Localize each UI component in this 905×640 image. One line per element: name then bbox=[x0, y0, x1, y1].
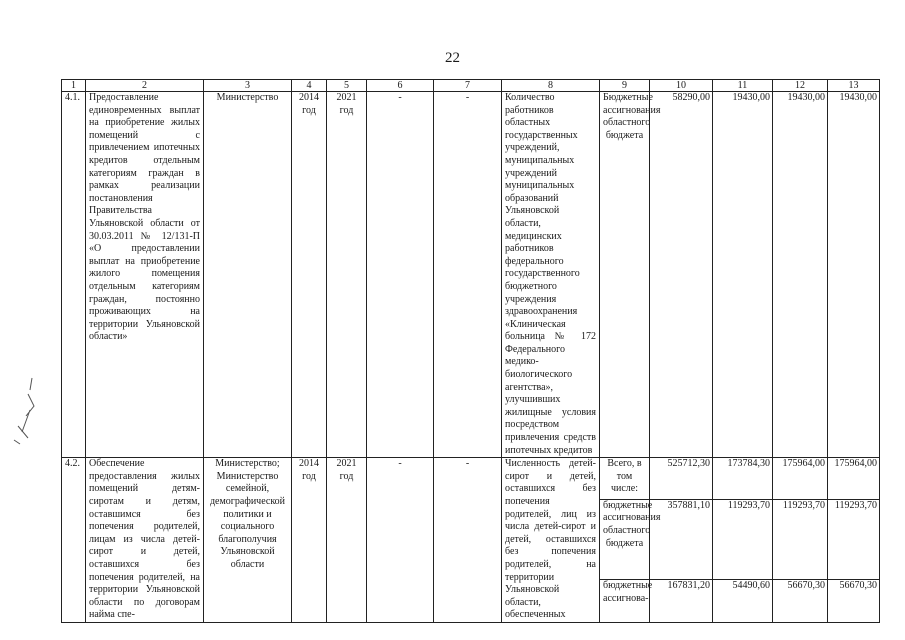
amount-year-2: 175964,00 bbox=[773, 458, 828, 500]
column-6-value: - bbox=[367, 92, 434, 458]
end-year: 2021 год bbox=[327, 92, 367, 458]
column-number: 6 bbox=[367, 80, 434, 92]
funding-source: бюджетные ассигнования областного бюджета bbox=[600, 499, 650, 579]
row-number: 4.2. bbox=[62, 458, 86, 623]
executor: Министерство bbox=[204, 92, 292, 458]
amount-total: 357881,10 bbox=[650, 499, 713, 579]
amount-total: 167831,20 bbox=[650, 580, 713, 623]
amount-year-1: 19430,00 bbox=[713, 92, 773, 458]
executor: Министерство; Министерство семейной, демографической политики и социального благополучия Ульяновской области bbox=[204, 458, 292, 623]
measure-name: Предоставление единовременных выплат на приобретение жилых помещений с привлечением ипотечных кредитов отдельным категориям граждан в рамках реализации постановления Правительства Ульяновской области от 30.03.2011 № 12/131-П «О предоставлении выплат на приобретение жилого помещения отдельным категориям граждан, постоянно проживающих на территории Ульяновской области» bbox=[86, 92, 204, 458]
amount-year-3: 119293,70 bbox=[828, 499, 880, 579]
column-number: 9 bbox=[600, 80, 650, 92]
column-number: 11 bbox=[713, 80, 773, 92]
column-number: 12 bbox=[773, 80, 828, 92]
column-number: 3 bbox=[204, 80, 292, 92]
amount-total: 58290,00 bbox=[650, 92, 713, 458]
amount-year-3: 19430,00 bbox=[828, 92, 880, 458]
table-row bbox=[62, 92, 880, 458]
column-number: 8 bbox=[502, 80, 600, 92]
amount-total: 525712,30 bbox=[650, 458, 713, 500]
amount-year-2: 19430,00 bbox=[773, 92, 828, 458]
amount-year-3: 175964,00 bbox=[828, 458, 880, 500]
funding-source: Бюджетные ассигнования областного бюджета bbox=[600, 92, 650, 458]
target-indicator: Численность детей-сирот и детей, оставшихся без попечения родителей, лиц из числа детей-сирот и детей, оставшихся без попечения родителей, на территории Ульяновской области, обеспеченных bbox=[502, 458, 600, 623]
funding-source: бюджетные ассигнова- bbox=[600, 580, 650, 623]
page-number: 22 bbox=[445, 50, 460, 66]
program-table bbox=[61, 79, 880, 623]
row-number: 4.1. bbox=[62, 92, 86, 458]
end-year: 2021 год bbox=[327, 458, 367, 623]
target-indicator: Количество работников областных государственных учреждений, муниципальных учреждений муниципальных образований Ульяновской области, медицинских работников федерального государственного бюджетного учреждения здравоохранения «Клиническая больница № 172 Федерального медико-биологического агентства», улучшивших жилищные условия посредством привлечения средств ипотечных кредитов bbox=[502, 92, 600, 458]
amount-year-2: 56670,30 bbox=[773, 580, 828, 623]
column-7-value: - bbox=[434, 92, 502, 458]
funding-source: Всего, в том числе: bbox=[600, 458, 650, 500]
column-number: 1 bbox=[62, 80, 86, 92]
start-year: 2014 год bbox=[292, 92, 327, 458]
column-7-value: - bbox=[434, 458, 502, 623]
pen-scribble-mark bbox=[8, 376, 42, 446]
table-row bbox=[62, 458, 880, 500]
column-6-value: - bbox=[367, 458, 434, 623]
column-number: 7 bbox=[434, 80, 502, 92]
amount-year-1: 119293,70 bbox=[713, 499, 773, 579]
column-number-row bbox=[62, 80, 880, 92]
amount-year-2: 119293,70 bbox=[773, 499, 828, 579]
column-number: 10 bbox=[650, 80, 713, 92]
column-number: 5 bbox=[327, 80, 367, 92]
column-number: 2 bbox=[86, 80, 204, 92]
amount-year-1: 173784,30 bbox=[713, 458, 773, 500]
start-year: 2014 год bbox=[292, 458, 327, 623]
measure-name: Обеспечение предоставления жилых помещений детям-сиротам и детям, оставшимся без попечения родителей, лицам из числа детей-сирот и детей, оставшихся без попечения родителей, на территории Ульяновской области по договорам найма спе- bbox=[86, 458, 204, 623]
amount-year-3: 56670,30 bbox=[828, 580, 880, 623]
column-number: 4 bbox=[292, 80, 327, 92]
amount-year-1: 54490,60 bbox=[713, 580, 773, 623]
column-number: 13 bbox=[828, 80, 880, 92]
